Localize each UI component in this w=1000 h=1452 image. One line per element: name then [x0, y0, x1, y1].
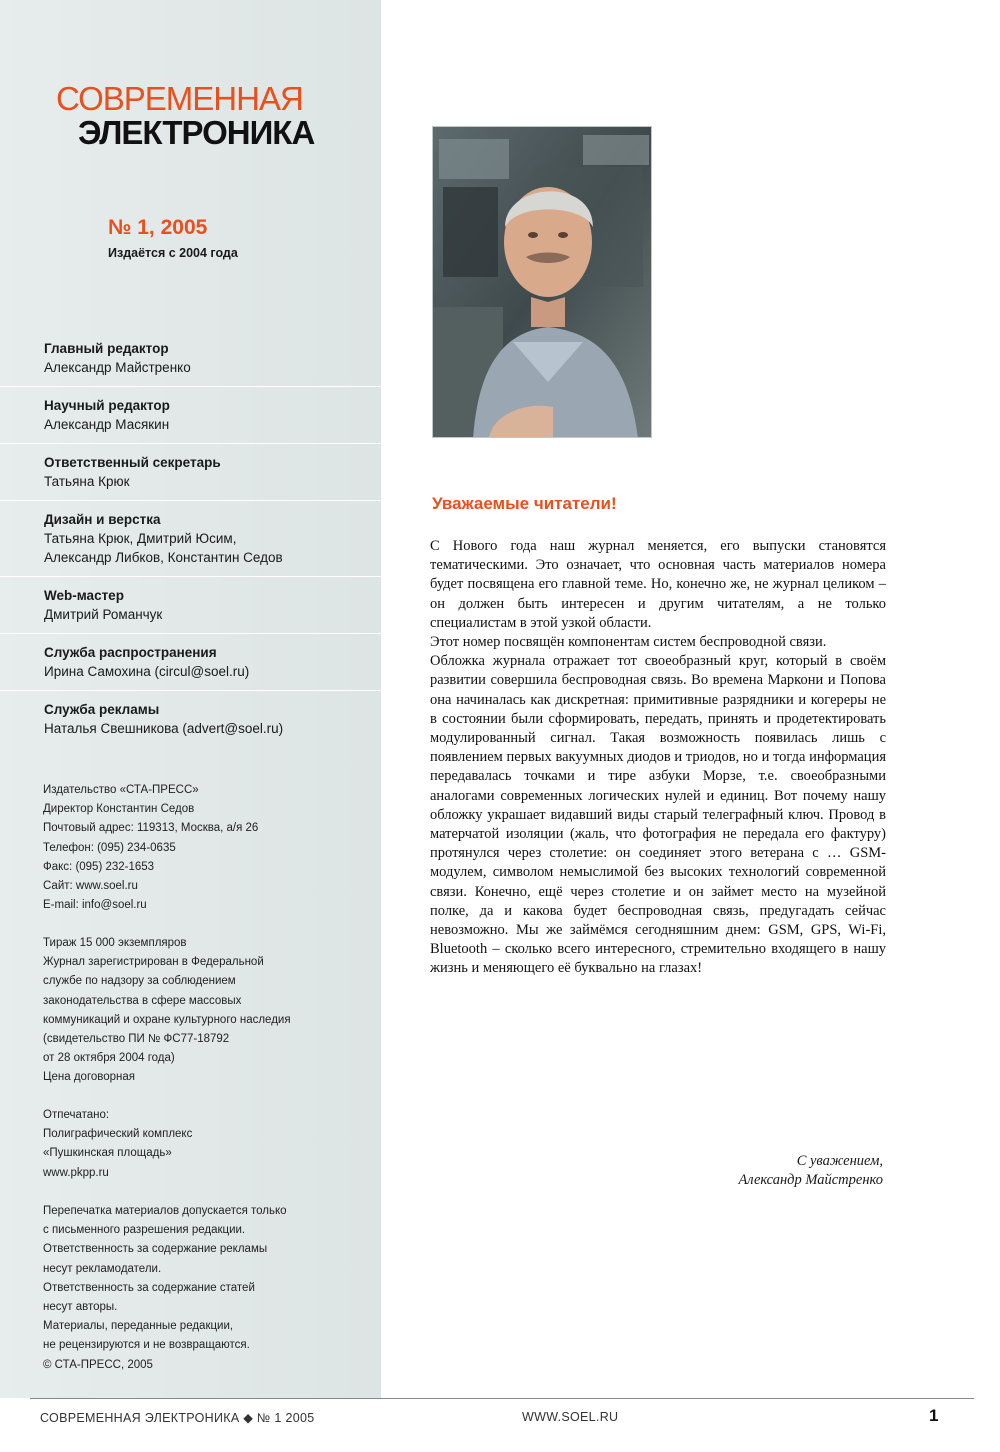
staff-names: Татьяна Крюк, Дмитрий Юсим, Александр Либков, Константин Седов	[44, 531, 283, 565]
letter-paragraph: С Нового года наш журнал меняется, его выпуски становятся тематическими. Это означает, что основная часть материалов номера будет посвящена его главной теме. Но, конечно же, не журнал целиком – он должен быть интересен и другим читателям, а не только специалистам в этой узкой области.	[430, 538, 886, 631]
staff-role: Служба рекламы	[44, 702, 160, 717]
editorial-staff-list	[0, 330, 381, 747]
staff-entry	[0, 330, 381, 386]
staff-role: Ответственный секретарь	[44, 455, 221, 470]
staff-entry	[0, 576, 381, 633]
staff-entry	[0, 386, 381, 443]
staff-role: Дизайн и верстка	[44, 512, 161, 527]
letter-title: Уважаемые читатели!	[432, 494, 617, 513]
signature-name: Александр Майстренко	[738, 1172, 883, 1188]
published-since: Издаётся с 2004 года	[108, 246, 238, 260]
staff-entry	[0, 443, 381, 500]
printing-info: Отпечатано: Полиграфический комплекс «Пушкинская площадь» www.pkpp.ru	[43, 1109, 193, 1179]
registration-info: Тираж 15 000 экземпляров Журнал зарегистрирован в Федеральной службе по надзору за соблюдением законодательства в сфере массовых коммуникаций и охране культурного наследия (свидетельство ПИ № ФС77-18792 от 28 октября 2004 года) Цена договорная	[43, 937, 291, 1084]
masthead-sidebar	[0, 0, 381, 1398]
footer-website: WWW.SOEL.RU	[522, 1410, 619, 1424]
publisher-info: Издательство «СТА-ПРЕСС» Директор Константин Седов Почтовый адрес: 119313, Москва, а/я 26 Телефон: (095) 234-0635 Факс: (095) 232-1653 Сайт: www.soel.ru E-mail: info@soel.ru	[43, 784, 259, 912]
issue-number: № 1, 2005	[108, 216, 208, 239]
signature-closing: С уважением,	[796, 1153, 883, 1169]
staff-names: Наталья Свешникова (advert@soel.ru)	[44, 721, 284, 736]
staff-role: Служба распространения	[44, 645, 217, 660]
staff-names: Татьяна Крюк	[44, 474, 130, 489]
letter-signature	[600, 1152, 883, 1190]
staff-entry	[0, 690, 381, 747]
staff-role: Главный редактор	[44, 341, 169, 356]
staff-entry	[0, 633, 381, 690]
legal-info: Перепечатка материалов допускается только с письменного разрешения редакции. Ответственность за содержание рекламы несут рекламодатели. Ответственность за содержание статей несут авторы. Материалы, переданные редакции, не рецензируются и не возвращаются. © СТА-ПРЕСС, 2005	[43, 1205, 287, 1371]
logo-line-2: ЭЛЕКТРОНИКА	[78, 114, 315, 151]
letter-body	[430, 537, 886, 979]
letter-paragraph: Обложка журнала отражает тот своеобразный круг, который в своём развитии совершила беспроводная связь. Во времена Маркони и Попова она начиналась как дискретная: примитивные разрядники и когереры не в состоянии были сформировать, передать, принять и продетектировать модулированный сигнал. Такая возможность появилась лишь с появлением первых вакуумных диодов и триодов, но и тогда информация передавалась точками и тире азбуки Морзе, т.е. своеобразными аналогами современных логических нулей и единиц. Вот почему нашу обложку украшает видавший виды старый телеграфный ключ. Провод в матерчатой изоляции (жаль, что фотография не передала его фактуру) протянулся через столетие: он соединяет этого ветерана с … GSM-модулем, символом немыслимой без высоких технологий современной связи. Конечно, ещё через столетие и он займет место на музейной полке, да и какова будет беспроводная связь, предугадать сейчас невозможно. Мы же займёмся сегодняшним днем: GSM, GPS, Wi-Fi, Bluetooth – сколько всего интересного, стремительно входящего в нашу жизнь и меняющего её буквально на глазах!	[430, 653, 886, 977]
letter-paragraph: Этот номер посвящён компонентам систем беспроводной связи.	[430, 634, 827, 651]
staff-entry	[0, 500, 381, 576]
magazine-logo	[56, 82, 314, 149]
editor-photo	[432, 126, 652, 438]
footer-divider	[30, 1398, 974, 1399]
footer-magazine-issue: СОВРЕМЕННАЯ ЭЛЕКТРОНИКА ◆ № 1 2005	[40, 1411, 315, 1425]
staff-names: Ирина Самохина (circul@soel.ru)	[44, 664, 250, 679]
page-number: 1	[929, 1406, 939, 1425]
staff-names: Александр Масякин	[44, 417, 170, 432]
staff-role: Научный редактор	[44, 398, 170, 413]
staff-role: Web-мастер	[44, 588, 124, 603]
staff-names: Дмитрий Романчук	[44, 607, 163, 622]
logo-line-1: СОВРЕМЕННАЯ	[56, 80, 303, 117]
issue-info	[108, 216, 238, 260]
editor-portrait-illustration	[433, 127, 652, 438]
staff-names: Александр Майстренко	[44, 360, 191, 375]
